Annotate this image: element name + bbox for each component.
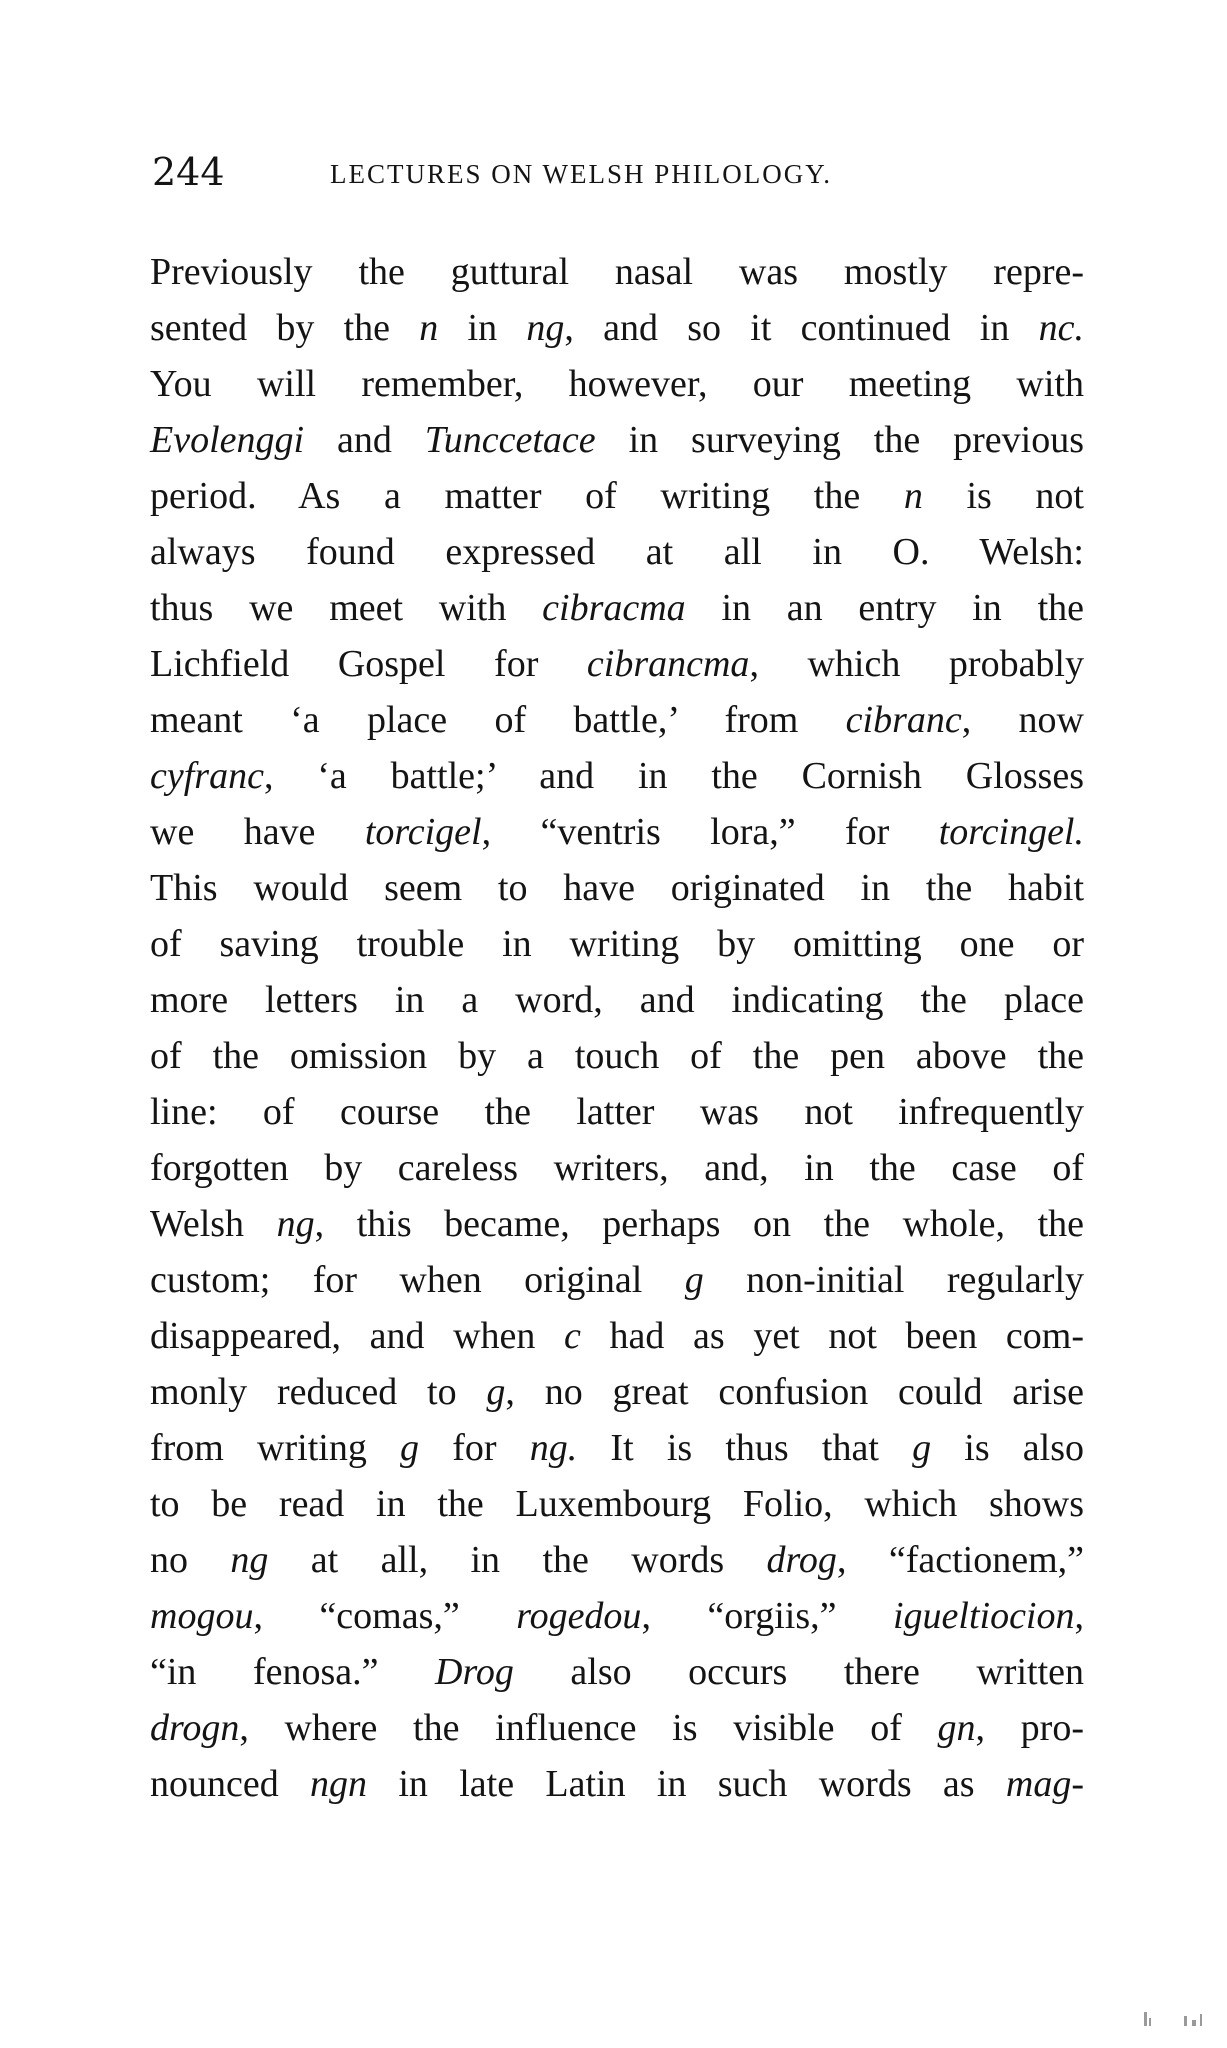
italic-word: mogou xyxy=(150,1595,254,1637)
italic-word: Tunccetace xyxy=(424,419,596,461)
text-line xyxy=(150,1756,1084,1812)
text-segment: to be read in the Luxembourg Folio, which shows xyxy=(150,1483,1084,1525)
text-segment: , pro- xyxy=(975,1707,1084,1749)
italic-word: cyfranc xyxy=(150,755,264,797)
body-text xyxy=(150,244,1084,1812)
italic-word: mag- xyxy=(1005,1763,1084,1805)
italic-word: gn xyxy=(937,1707,976,1749)
text-segment: of saving trouble in writing by omitting one or xyxy=(150,923,1084,965)
italic-word: rogedou xyxy=(516,1595,642,1637)
italic-word: ng. xyxy=(529,1427,578,1469)
text-segment: disappeared, and when xyxy=(150,1315,565,1357)
text-segment: Welsh xyxy=(150,1203,277,1245)
text-line xyxy=(150,1420,1084,1476)
text-line xyxy=(150,1028,1084,1084)
text-segment: nounced xyxy=(150,1763,311,1805)
text-segment: had as yet not been com- xyxy=(580,1315,1084,1357)
text-segment: You will remember, however, our meeting with xyxy=(150,363,1084,405)
text-line xyxy=(150,244,1084,300)
italic-word: torcingel. xyxy=(938,811,1084,853)
text-line xyxy=(150,1252,1084,1308)
italic-word: n xyxy=(419,307,439,349)
text-line xyxy=(150,1084,1084,1140)
italic-word: torcigel xyxy=(364,811,482,853)
italic-word: cibracma xyxy=(542,587,686,629)
text-line xyxy=(150,1700,1084,1756)
italic-word: Evolenggi xyxy=(150,419,305,461)
text-segment: sented by the xyxy=(150,307,420,349)
italic-word: ng xyxy=(526,307,565,349)
text-segment: , “factionem,” xyxy=(836,1539,1084,1581)
text-segment: , and so it continued in xyxy=(564,307,1039,349)
italic-word: igueltiocion xyxy=(892,1595,1075,1637)
text-line xyxy=(150,1476,1084,1532)
italic-word: ngn xyxy=(310,1763,368,1805)
scan-specks xyxy=(1140,1994,1220,2034)
text-line xyxy=(150,1644,1084,1700)
text-line xyxy=(150,748,1084,804)
text-line xyxy=(150,804,1084,860)
text-line xyxy=(150,1364,1084,1420)
text-segment: , where the influence is visible of xyxy=(239,1707,938,1749)
text-segment: , “comas,” xyxy=(253,1595,517,1637)
text-segment: , now xyxy=(961,699,1084,741)
text-segment: of the omission by a touch of the pen above the xyxy=(150,1035,1084,1077)
text-segment: more letters in a word, and indicating the place xyxy=(150,979,1084,1021)
text-segment: from writing xyxy=(150,1427,401,1469)
italic-word: g xyxy=(486,1371,506,1413)
text-segment: line: of course the latter was not infrequently xyxy=(150,1091,1084,1133)
italic-word: ng xyxy=(276,1203,315,1245)
text-line xyxy=(150,860,1084,916)
italic-word: c xyxy=(564,1315,581,1357)
text-line xyxy=(150,1532,1084,1588)
text-segment: in xyxy=(438,307,527,349)
text-segment: for xyxy=(419,1427,530,1469)
italic-word: g xyxy=(400,1427,420,1469)
text-segment: Lichfield Gospel for xyxy=(150,643,587,685)
text-line xyxy=(150,356,1084,412)
text-segment: non-initial regularly xyxy=(703,1259,1084,1301)
text-segment: , xyxy=(1074,1595,1084,1637)
italic-word: drogn xyxy=(150,1707,240,1749)
text-line xyxy=(150,972,1084,1028)
running-head xyxy=(152,148,1080,196)
text-segment: always found expressed at all in O. Welsh: xyxy=(150,531,1084,573)
italic-word: n xyxy=(903,475,923,517)
text-line xyxy=(150,412,1084,468)
text-segment: , this became, perhaps on the whole, the xyxy=(314,1203,1084,1245)
text-segment: thus we meet with xyxy=(150,587,543,629)
text-segment: custom; for when original xyxy=(150,1259,685,1301)
text-segment: no xyxy=(150,1539,231,1581)
text-line xyxy=(150,1140,1084,1196)
text-segment: monly reduced to xyxy=(150,1371,487,1413)
text-line xyxy=(150,636,1084,692)
text-segment: “in fenosa.” xyxy=(150,1651,436,1693)
text-line xyxy=(150,580,1084,636)
italic-word: g xyxy=(684,1259,704,1301)
text-segment: It is thus that xyxy=(577,1427,913,1469)
text-segment: we have xyxy=(150,811,365,853)
running-title: LECTURES ON WELSH PHILOLOGY. xyxy=(330,159,833,189)
text-segment: , which probably xyxy=(749,643,1084,685)
italic-word: g xyxy=(912,1427,932,1469)
italic-word: nc. xyxy=(1038,307,1084,349)
text-segment: , “orgiis,” xyxy=(641,1595,893,1637)
text-segment: , no great confusion could arise xyxy=(505,1371,1084,1413)
text-segment: , ‘a battle;’ and in the Cornish Glosses xyxy=(263,755,1084,797)
text-segment: at all, in the words xyxy=(268,1539,767,1581)
italic-word: cibrancma xyxy=(586,643,750,685)
text-line xyxy=(150,1588,1084,1644)
text-segment: This would seem to have originated in the habit xyxy=(150,867,1084,909)
text-line xyxy=(150,1308,1084,1364)
text-segment: , “ventris lora,” for xyxy=(481,811,939,853)
text-segment: Previously the guttural nasal was mostly repre- xyxy=(150,251,1084,293)
text-segment: in an entry in the xyxy=(685,587,1085,629)
text-segment: period. As a matter of writing the xyxy=(150,475,904,517)
text-segment: meant ‘a place of battle,’ from xyxy=(150,699,846,741)
italic-word: drog xyxy=(766,1539,837,1581)
text-line xyxy=(150,1196,1084,1252)
italic-word: ng xyxy=(230,1539,269,1581)
text-segment: forgotten by careless writers, and, in the case of xyxy=(150,1147,1084,1189)
text-line xyxy=(150,300,1084,356)
text-line xyxy=(150,468,1084,524)
text-line xyxy=(150,524,1084,580)
italic-word: Drog xyxy=(435,1651,514,1693)
text-line xyxy=(150,692,1084,748)
text-segment: is not xyxy=(922,475,1084,517)
text-segment: is also xyxy=(931,1427,1085,1469)
text-segment: in late Latin in such words as xyxy=(367,1763,1006,1805)
text-segment: and xyxy=(304,419,425,461)
text-segment: also occurs there written xyxy=(513,1651,1084,1693)
text-line xyxy=(150,916,1084,972)
page-number: 244 xyxy=(152,150,225,194)
italic-word: cibranc xyxy=(845,699,962,741)
text-segment: in surveying the previous xyxy=(595,419,1084,461)
